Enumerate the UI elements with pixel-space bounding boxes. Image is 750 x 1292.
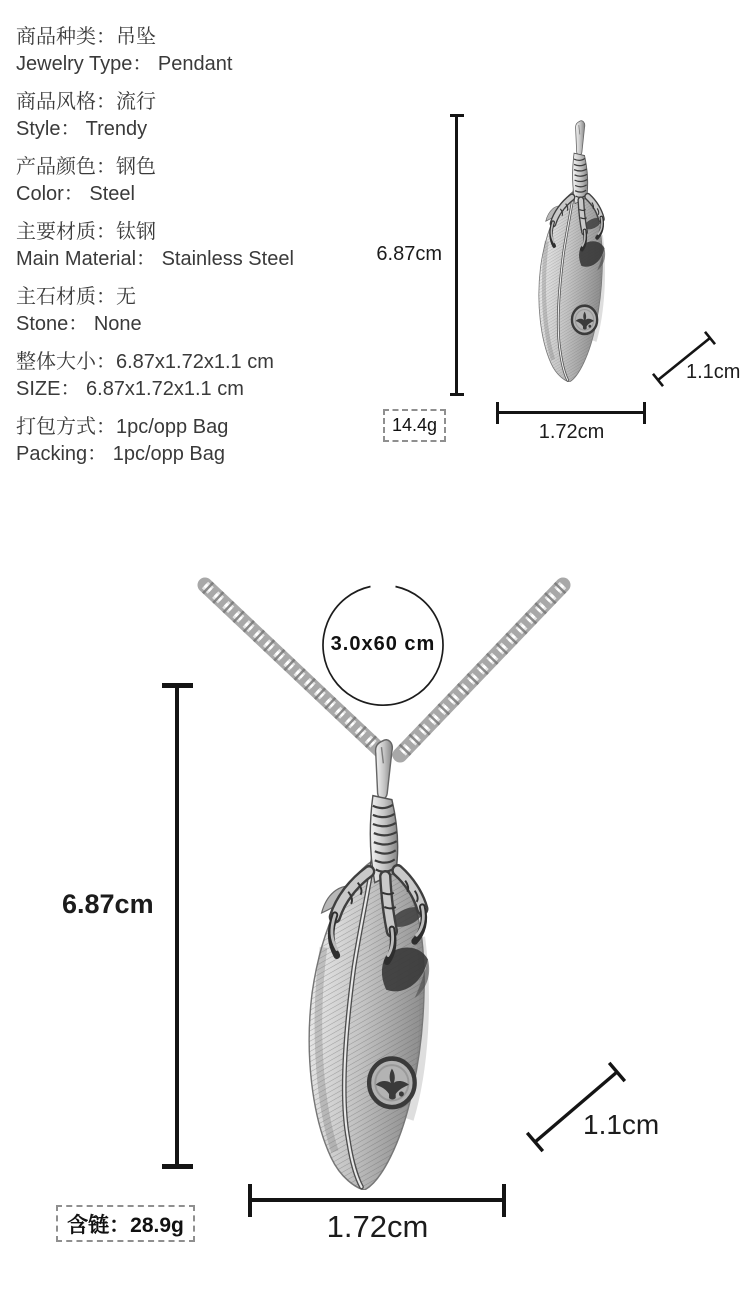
spec-list — [16, 24, 294, 479]
height-dim-label-bottom-figure: 6.87cm — [62, 889, 154, 919]
thickness-dim-label-bottom-figure: 1.1cm — [583, 1109, 660, 1140]
spec-line-cn: 打包方式：1pc/opp Bag — [16, 416, 229, 438]
spec-item-packing — [16, 414, 294, 468]
spec-line-cn: 整体大小：6.87x1.72x1.1 cm — [16, 351, 274, 373]
spec-item-size — [16, 349, 294, 403]
height-dim-cap-bottom — [162, 1164, 193, 1169]
spec-line-en: Color： Steel — [16, 183, 135, 205]
spec-line-en: SIZE： 6.87x1.72x1.1 cm — [16, 378, 244, 400]
chain-size-label: 3.0x60 cm — [330, 633, 436, 655]
spec-item-stone — [16, 284, 294, 338]
thickness-dim-label-top-figure: 1.1cm — [686, 361, 741, 383]
width-dim-line-top-figure — [498, 411, 645, 414]
spec-line-en: Main Material： Stainless Steel — [16, 248, 294, 270]
spec-item-color — [16, 154, 294, 208]
spec-line-cn: 产品颜色：钢色 — [16, 156, 156, 178]
width-dim-label-bottom-figure: 1.72cm — [326, 1209, 429, 1244]
spec-line-en: Style： Trendy — [16, 118, 148, 140]
weight-badge-top-figure — [383, 409, 446, 442]
weight-with-chain-badge — [56, 1205, 195, 1242]
spec-line-en: Jewelry Type： Pendant — [16, 53, 233, 75]
height-dim-line-top-figure — [455, 116, 458, 395]
weight-with-chain-label: 含链：28.9g — [67, 1213, 184, 1237]
height-dim-line-bottom-figure — [175, 686, 179, 1166]
spec-item-style — [16, 89, 294, 143]
height-dim-cap-bottom — [450, 393, 464, 396]
spec-item-jewelry-type — [16, 24, 294, 78]
width-dim-line-bottom-figure — [250, 1198, 505, 1202]
spec-line-cn: 商品风格：流行 — [16, 91, 156, 113]
spec-line-en: Packing： 1pc/opp Bag — [16, 443, 226, 465]
spec-line-en: Stone： None — [16, 313, 142, 335]
spec-line-cn: 主要材质：钛钢 — [16, 221, 156, 243]
spec-line-cn: 主石材质：无 — [16, 286, 136, 308]
pendant-image-small — [531, 118, 615, 382]
spec-line-cn: 商品种类：吊坠 — [16, 26, 156, 48]
pendant-image-large — [295, 735, 447, 1190]
width-dim-label-top-figure: 1.72cm — [538, 421, 605, 443]
spec-item-material — [16, 219, 294, 273]
weight-label: 14.4g — [391, 415, 438, 435]
height-dim-label-top-figure: 6.87cm — [376, 243, 442, 265]
